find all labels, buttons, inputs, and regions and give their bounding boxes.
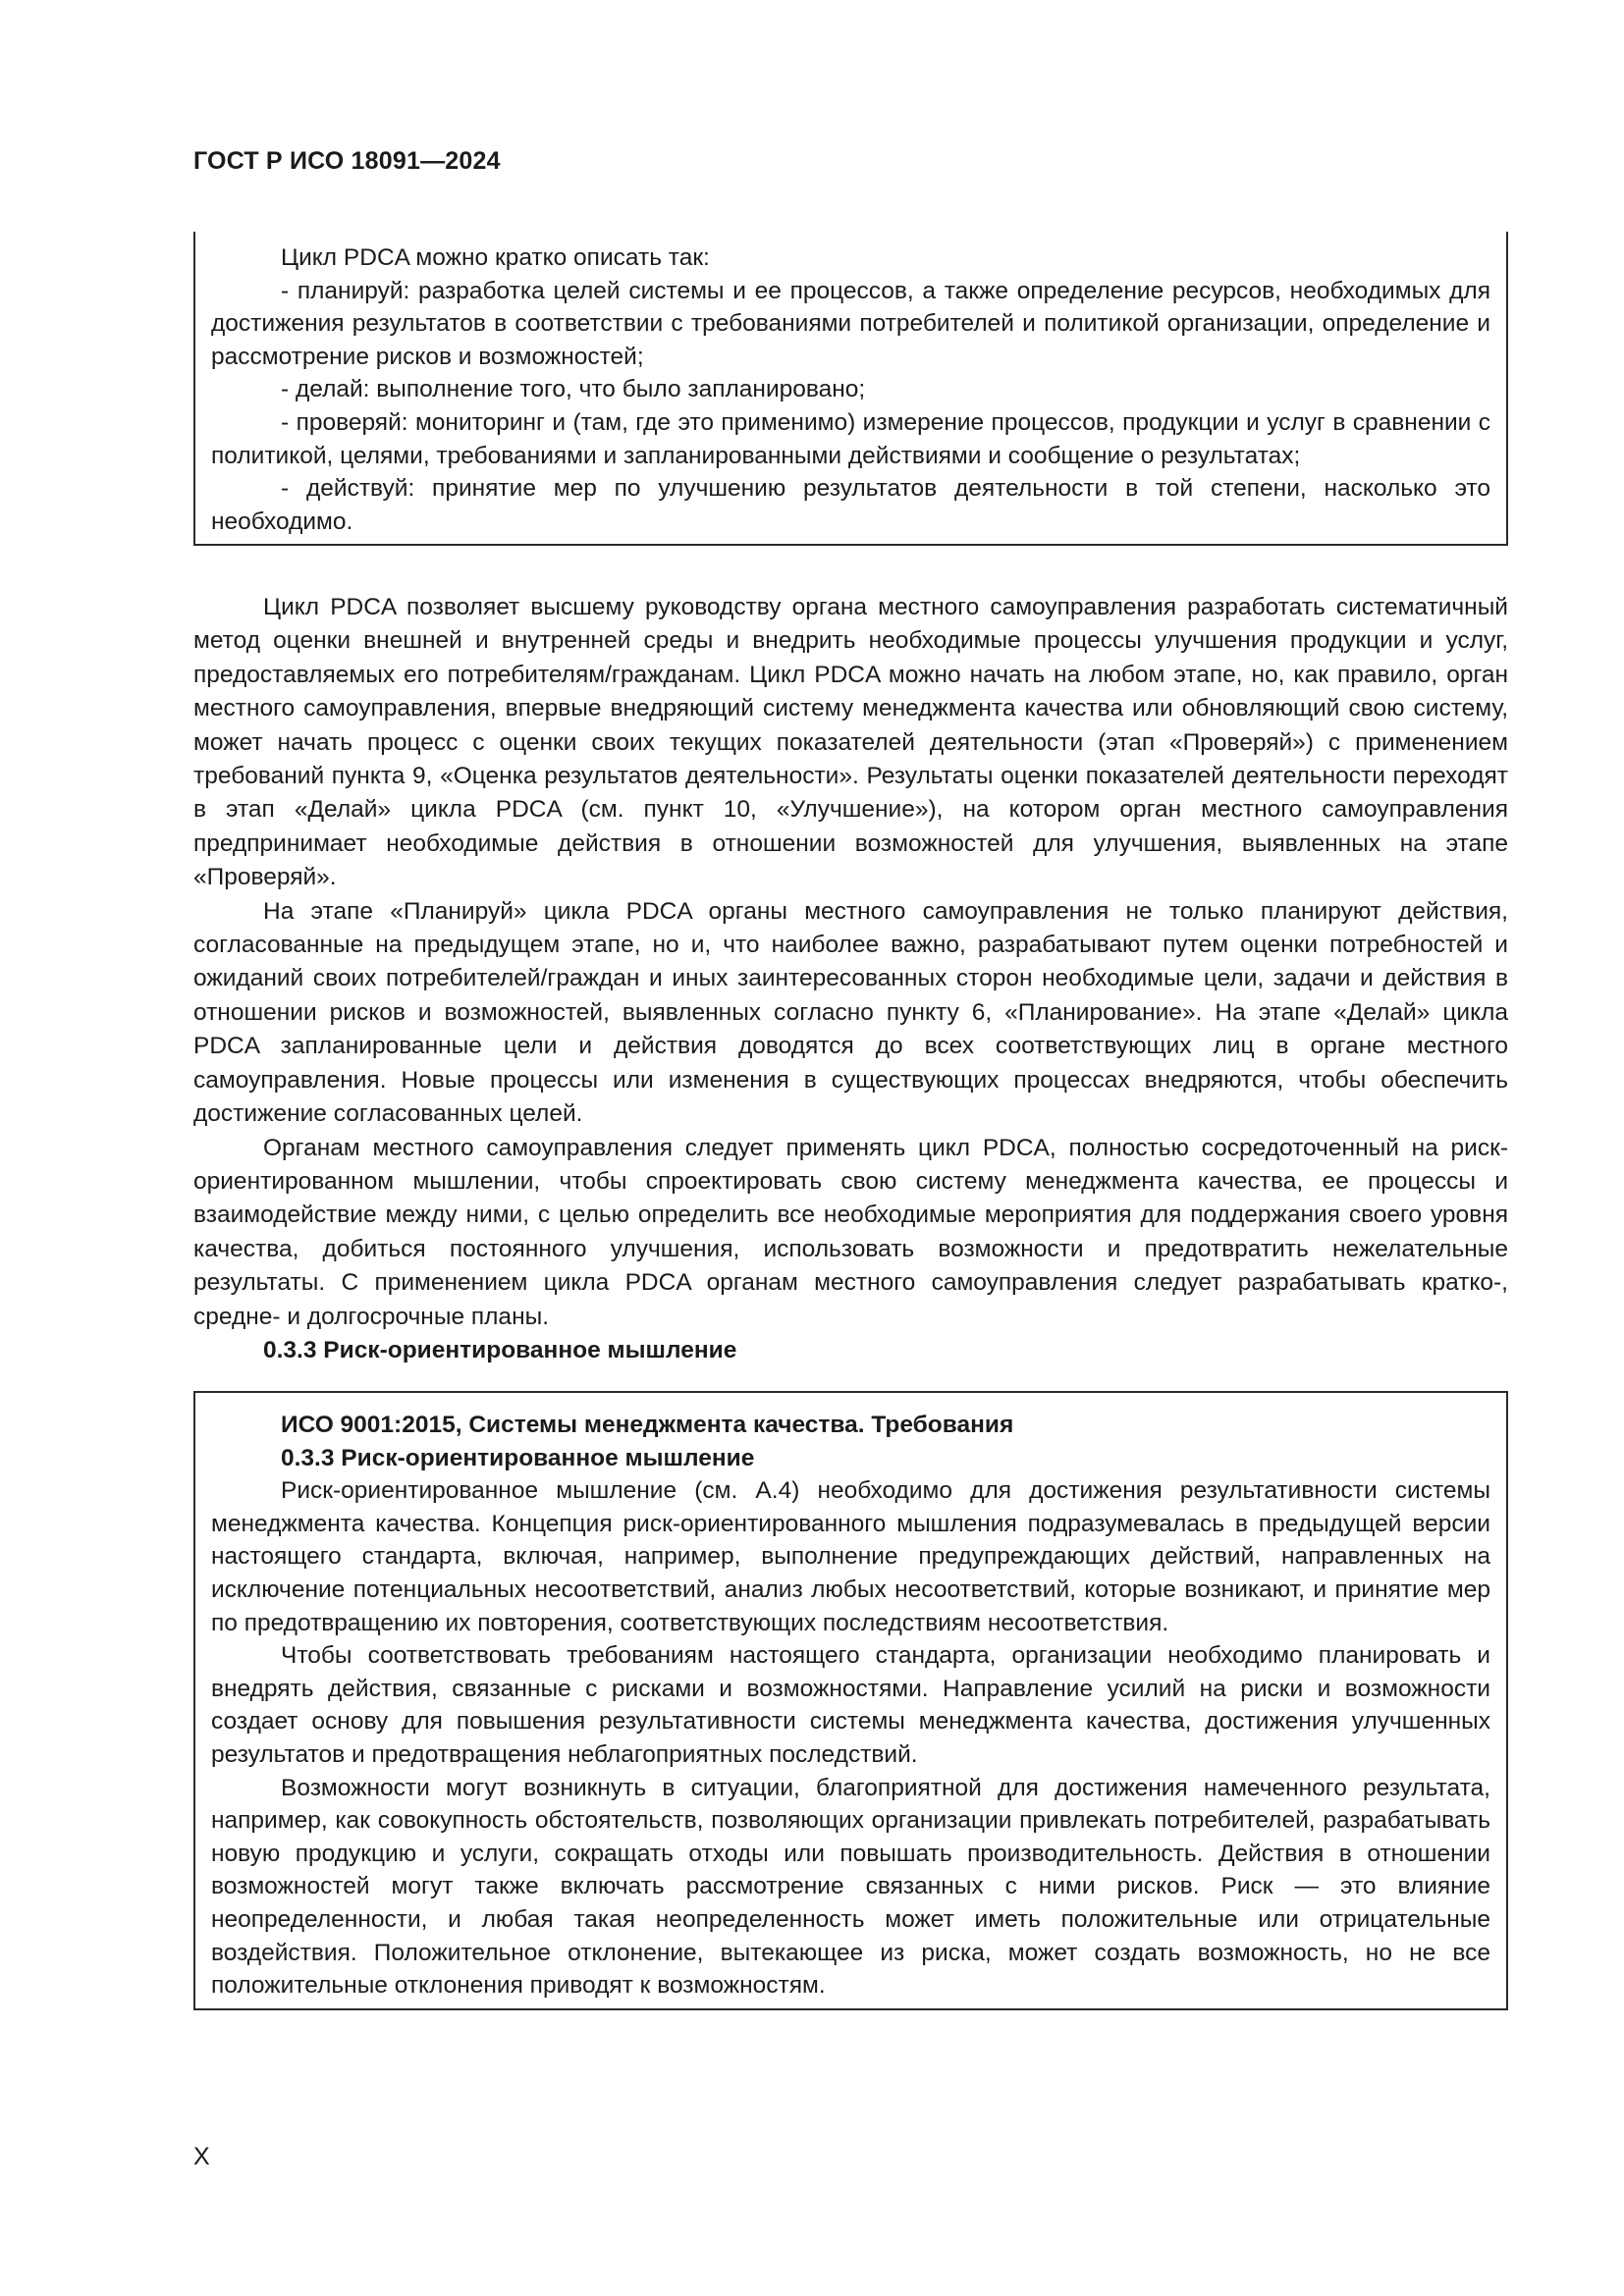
iso-quote-box	[193, 1391, 1508, 2010]
iso-quote-title: ИСО 9001:2015, Системы менеджмента качества. Требования	[281, 1412, 1014, 1438]
page-header-title: ГОСТ Р ИСО 18091—2024	[193, 147, 501, 175]
pdca-item-act: - действуй: принятие мер по улучшению результатов деятельности в той степени, насколько это необходимо.	[211, 475, 1490, 535]
pdca-item-do: - делай: выполнение того, что было запланировано;	[281, 376, 866, 403]
body-paragraph: Цикл PDCA позволяет высшему руководству органа местного самоуправления разработать систематичный метод оценки внешней и внутренней среды и внедрить необходимые процессы улучшения продукции и услуг, предоставляемых его потребителям/гражданам. Цикл PDCA можно начать на любом этапе, но, как правило, орган местного самоуправления, впервые внедряющий систему менеджмента качества или обновляющий свою систему, может начать процесс с оценки своих текущих показателей деятельности (этап «Проверяй») с применением требований пункта 9, «Оценка результатов деятельности». Результаты оценки показателей деятельности переходят в этап «Делай» цикла PDCA (см. пункт 10, «Улучшение»), на котором орган местного самоуправления предпринимает необходимые действия в отношении возможностей для улучшения, выявленных на этапе «Проверяй».	[193, 594, 1508, 891]
pdca-item-plan: - планируй: разработка целей системы и ее процессов, а также определение ресурсов, необходимых для достижения результатов в соответствии с требованиями потребителей и политикой организации, определение и рассмотрение рисков и возможностей;	[211, 277, 1490, 370]
pdca-summary-box	[193, 232, 1508, 546]
iso-quote-paragraph: Чтобы соответствовать требованиям настоящего стандарта, организации необходимо планировать и внедрять действия, связанные с рисками и возможностями. Направление усилий на риски и возможности создает основу для повышения результативности системы менеджмента качества, достижения улучшенных результатов и предотвращения неблагоприятных последствий.	[211, 1642, 1490, 1768]
section-heading: 0.3.3 Риск-ориентированное мышление	[263, 1336, 737, 1363]
page-number: X	[193, 2143, 210, 2170]
pdca-intro: Цикл PDCA можно кратко описать так:	[281, 244, 710, 271]
main-body-text	[193, 591, 1508, 1367]
iso-quote-subtitle: 0.3.3 Риск-ориентированное мышление	[281, 1444, 755, 1471]
body-paragraph: Органам местного самоуправления следует применять цикл PDCA, полностью сосредоточенный на риск-ориентированном мышлении, чтобы спроектировать свою систему менеджмента качества, ее процессы и взаимодействие между ними, с целью определить все необходимые мероприятия для поддержания своего уровня качества, добиться постоянного улучшения, использовать возможности и предотвратить нежелательные результаты. С применением цикла PDCA органам местного самоуправления следует разрабатывать кратко-, средне- и долгосрочные планы.	[193, 1134, 1508, 1330]
pdca-item-check: - проверяй: мониторинг и (там, где это применимо) измерение процессов, продукции и услуг в сравнении с политикой, целями, требованиями и запланированными действиями и сообщение о результатах;	[211, 408, 1490, 469]
iso-quote-paragraph: Возможности могут возникнуть в ситуации, благоприятной для достижения намеченного результата, например, как совокупность обстоятельств, позволяющих организации привлекать потребителей, разрабатывать новую продукцию и услуги, сокращать отходы или повышать производительность. Действия в отношении возможностей могут также включать рассмотрение связанных с ними рисков. Риск — это влияние неопределенности, и любая такая неопределенность может иметь положительные или отрицательные воздействия. Положительное отклонение, вытекающее из риска, может создать возможность, но не все положительные отклонения приводят к возможностям.	[211, 1774, 1490, 2000]
iso-quote-paragraph: Риск-ориентированное мышление (см. А.4) необходимо для достижения результативности системы менеджмента качества. Концепция риск-ориентированного мышления подразумевалась в предыдущей версии настоящего стандарта, включая, например, выполнение предупреждающих действий, направленных на исключение потенциальных несоответствий, анализ любых несоответствий, которые возникают, и принятие мер по предотвращению их повторения, соответствующих последствиям несоответствия.	[211, 1477, 1490, 1636]
body-paragraph: На этапе «Планируй» цикла PDCA органы местного самоуправления не только планируют действия, согласованные на предыдущем этапе, но и, что наиболее важно, разрабатывают путем оценки потребностей и ожиданий своих потребителей/граждан и иных заинтересованных сторон необходимые цели, задачи и действия в отношении рисков и возможностей, выявленных согласно пункту 6, «Планирование». На этапе «Делай» цикла PDCA запланированные цели и действия доводятся до всех соответствующих лиц в органе местного самоуправления. Новые процессы или изменения в существующих процессах внедряются, чтобы обеспечить достижение согласованных целей.	[193, 897, 1508, 1128]
